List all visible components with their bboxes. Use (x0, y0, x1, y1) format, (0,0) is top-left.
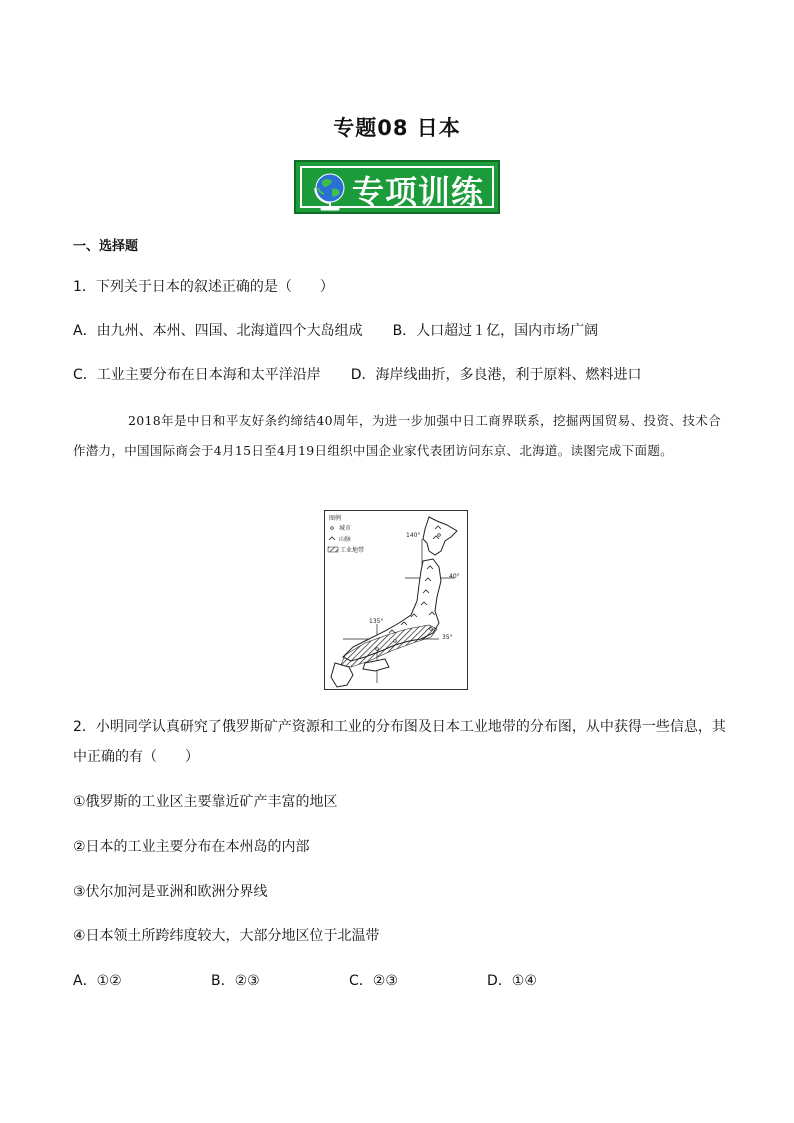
lon-135-label: 135° (369, 618, 384, 625)
q1-option-c[interactable]: C．工业主要分布在日本海和太平洋沿岸 (73, 367, 321, 383)
q1-option-a[interactable]: A．由九州、本州、四国、北海道四个大岛组成 (73, 323, 363, 339)
legend-industry: 工业地带 (340, 547, 365, 554)
legend-title: 图例 (329, 515, 342, 522)
legend-city: 城市 (339, 525, 352, 532)
q1-option-b[interactable]: B．人口超过１亿，国内市场广阔 (392, 323, 599, 339)
question-1-options-cd (73, 364, 642, 384)
question-1-stem: 1．下列关于日本的叙述正确的是（ ） (73, 279, 334, 295)
banner-frame (300, 166, 494, 211)
question-2-stem-line2: 中正确的有（ ） (73, 749, 199, 765)
q1-option-d[interactable]: D．海岸线曲折，多良港，利于原料、燃料进口 (350, 367, 642, 383)
q2-option-a[interactable]: A．①② (73, 973, 122, 989)
statement-1: ①俄罗斯的工业区主要靠近矿产丰富的地区 (73, 794, 338, 810)
section-heading: 一、选择题 (73, 239, 139, 254)
legend-mountain: 山脉 (339, 536, 352, 543)
q2-option-d[interactable]: D．①④ (487, 973, 537, 989)
page-title: 专题08 日本 (333, 116, 461, 140)
globe-icon (310, 171, 350, 213)
question-2-options (73, 970, 537, 990)
japan-map-figure (325, 511, 469, 691)
city-legend-icon (331, 527, 334, 530)
question-2-stem-line1: 2．小明同学认真研究了俄罗斯矿产资源和工业的分布图及日本工业地带的分布图，从中获得一些信息，其 (73, 719, 726, 735)
question-1-options-ab (73, 320, 598, 340)
q2-option-b[interactable]: B．②③ (211, 973, 260, 989)
lat-35-label: 35° (442, 634, 453, 641)
mountain-legend-icon (329, 537, 335, 540)
lat-40-label: 40° (449, 573, 460, 580)
industry-legend-icon (328, 547, 338, 552)
statement-2: ②日本的工业主要分布在本州岛的内部 (73, 839, 310, 855)
statement-4: ④日本领土所跨纬度较大，大部分地区位于北温带 (73, 928, 380, 944)
q2-option-c[interactable]: C．②③ (349, 973, 398, 989)
banner-title: 专项训练 (352, 173, 485, 211)
japan-map (324, 510, 468, 690)
training-banner (294, 160, 500, 214)
statement-3: ③伏尔加河是亚洲和欧洲分界线 (73, 884, 268, 900)
lon-140-label: 140° (406, 532, 421, 539)
reading-passage: 2018年是中日和平友好条约缔结40周年，为进一步加强中日工商界联系，挖掘两国贸易、投资、技术合作潜力，中国国际商会于4月15日至4月19日组织中国企业家代表团访问东京、北海道。读图完成下面题。 (73, 413, 721, 458)
